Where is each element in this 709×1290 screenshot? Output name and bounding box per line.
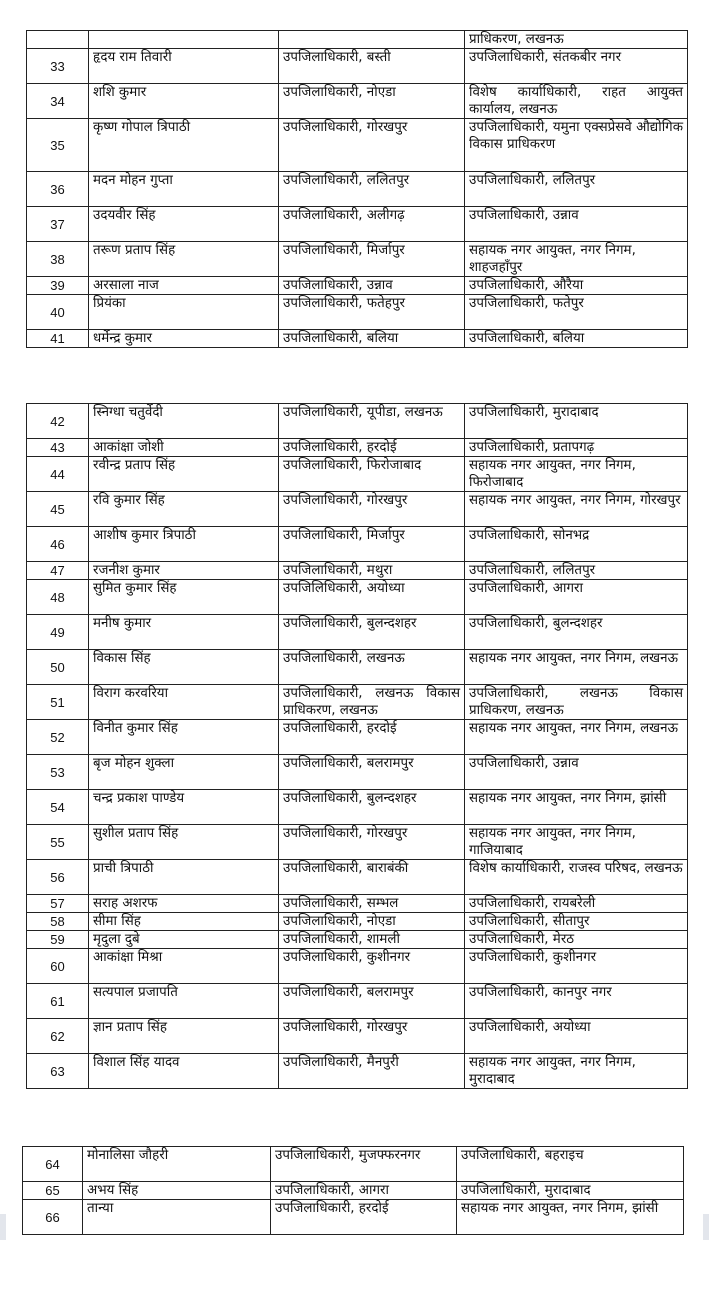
- cell-serial-number: 58: [27, 913, 89, 931]
- cell-empty: [89, 31, 279, 49]
- cell-officer-name: ज्ञान प्रताप सिंह: [89, 1019, 279, 1054]
- table-row: [27, 580, 688, 615]
- cell-new-posting: सहायक नगर आयुक्त, नगर निगम, झांसी: [465, 790, 688, 825]
- cell-officer-name: विराग करवरिया: [89, 685, 279, 720]
- table-row: [27, 984, 688, 1019]
- cell-officer-name: प्रियंका: [89, 295, 279, 330]
- cell-officer-name: आकांक्षा मिश्रा: [89, 949, 279, 984]
- table-row: [27, 1054, 688, 1089]
- cell-serial-number: 33: [27, 49, 89, 84]
- cell-new-posting: सहायक नगर आयुक्त, नगर निगम, गाजियाबाद: [465, 825, 688, 860]
- cell-current-posting: उपजिलाधिकारी, बलरामपुर: [279, 984, 465, 1019]
- cell-empty: [279, 31, 465, 49]
- cell-new-posting: उपजिलाधिकारी, उन्नाव: [465, 207, 688, 242]
- cell-current-posting: उपजिलाधिकारी, फतेहपुर: [279, 295, 465, 330]
- cell-current-posting: उपजिलाधिकारी, सम्भल: [279, 895, 465, 913]
- cell-new-posting: उपजिलाधिकारी, कानपुर नगर: [465, 984, 688, 1019]
- cell-new-posting: सहायक नगर आयुक्त, नगर निगम, झांसी: [457, 1200, 684, 1235]
- table-body: [27, 404, 688, 1089]
- cell-new-posting: सहायक नगर आयुक्त, नगर निगम, फिरोजाबाद: [465, 457, 688, 492]
- cell-current-posting: उपजिलाधिकारी, फिरोजाबाद: [279, 457, 465, 492]
- cell-serial-number: 36: [27, 172, 89, 207]
- cell-officer-name: सराह अशरफ: [89, 895, 279, 913]
- table-row: [27, 790, 688, 825]
- cell-new-posting: उपजिलाधिकारी, प्रतापगढ़: [465, 439, 688, 457]
- cell-new-posting: उपजिलाधिकारी, मुरादाबाद: [465, 404, 688, 439]
- cell-empty: [27, 31, 89, 49]
- table-row: [27, 860, 688, 895]
- cell-new-posting: प्राधिकरण, लखनऊ: [465, 31, 688, 49]
- table-row: [23, 1147, 684, 1182]
- page-edge-right: [703, 1214, 709, 1240]
- table-row: [27, 207, 688, 242]
- cell-officer-name: आकांक्षा जोशी: [89, 439, 279, 457]
- table-row: [27, 949, 688, 984]
- table-row: [27, 650, 688, 685]
- cell-new-posting: विशेष कार्याधिकारी, राजस्व परिषद, लखनऊ: [465, 860, 688, 895]
- cell-serial-number: 44: [27, 457, 89, 492]
- cell-serial-number: 34: [27, 84, 89, 119]
- table-row: [27, 439, 688, 457]
- cell-officer-name: अरसाला नाज: [89, 277, 279, 295]
- cell-officer-name: कृष्ण गोपाल त्रिपाठी: [89, 119, 279, 172]
- cell-officer-name: सुमित कुमार सिंह: [89, 580, 279, 615]
- cell-current-posting: उपजिलाधिकारी, लखनऊ विकास प्राधिकरण, लखनऊ: [279, 685, 465, 720]
- cell-officer-name: आशीष कुमार त्रिपाठी: [89, 527, 279, 562]
- cell-officer-name: सीमा सिंह: [89, 913, 279, 931]
- cell-officer-name: सुशील प्रताप सिंह: [89, 825, 279, 860]
- cell-new-posting: उपजिलाधिकारी, सीतापुर: [465, 913, 688, 931]
- cell-serial-number: 43: [27, 439, 89, 457]
- table-row: [27, 295, 688, 330]
- cell-serial-number: 46: [27, 527, 89, 562]
- cell-current-posting: उपजिलाधिकारी, नोएडा: [279, 84, 465, 119]
- cell-new-posting: उपजिलाधिकारी, ललितपुर: [465, 562, 688, 580]
- cell-serial-number: 45: [27, 492, 89, 527]
- cell-new-posting: सहायक नगर आयुक्त, नगर निगम, लखनऊ: [465, 720, 688, 755]
- cell-officer-name: मोनालिसा जौहरी: [83, 1147, 271, 1182]
- table-row: [27, 615, 688, 650]
- cell-serial-number: 65: [23, 1182, 83, 1200]
- table-row: [27, 825, 688, 860]
- cell-current-posting: उपजिलाधिकारी, गोरखपुर: [279, 1019, 465, 1054]
- cell-current-posting: उपजिलाधिकारी, हरदोई: [279, 439, 465, 457]
- cell-current-posting: उपजिलाधिकारी, बस्ती: [279, 49, 465, 84]
- cell-officer-name: अभय सिंह: [83, 1182, 271, 1200]
- cell-current-posting: उपजिलाधिकारी, हरदोई: [271, 1200, 457, 1235]
- cell-serial-number: 60: [27, 949, 89, 984]
- cell-current-posting: उपजिलाधिकारी, बाराबंकी: [279, 860, 465, 895]
- cell-serial-number: 35: [27, 119, 89, 172]
- cell-current-posting: उपजिलाधिकारी, मुजफ्फरनगर: [271, 1147, 457, 1182]
- cell-officer-name: रजनीश कुमार: [89, 562, 279, 580]
- cell-current-posting: उपजिलाधिकारी, लखनऊ: [279, 650, 465, 685]
- cell-new-posting: उपजिलाधिकारी, मुरादाबाद: [457, 1182, 684, 1200]
- table-row: [27, 492, 688, 527]
- table-row: [27, 685, 688, 720]
- transfer-table-part-3: [22, 1146, 684, 1235]
- table-row: [23, 1200, 684, 1235]
- cell-serial-number: 40: [27, 295, 89, 330]
- cell-officer-name: उदयवीर सिंह: [89, 207, 279, 242]
- cell-serial-number: 42: [27, 404, 89, 439]
- transfer-table-part-1: [26, 30, 688, 348]
- cell-current-posting: उपजिलाधिकारी, नोएडा: [279, 913, 465, 931]
- transfer-table-part-2: [26, 403, 688, 1089]
- cell-current-posting: उपजिलाधिकारी, बुलन्दशहर: [279, 790, 465, 825]
- cell-officer-name: विकास सिंह: [89, 650, 279, 685]
- cell-serial-number: 38: [27, 242, 89, 277]
- cell-officer-name: धर्मेन्द्र कुमार: [89, 330, 279, 348]
- table-row: [23, 1182, 684, 1200]
- cell-serial-number: 39: [27, 277, 89, 295]
- table-row: [27, 913, 688, 931]
- cell-serial-number: 37: [27, 207, 89, 242]
- cell-new-posting: उपजिलाधिकारी, उन्नाव: [465, 755, 688, 790]
- cell-new-posting: उपजिलाधिकारी, बलिया: [465, 330, 688, 348]
- table-row: [27, 895, 688, 913]
- cell-new-posting: उपजिलाधिकारी, मेरठ: [465, 931, 688, 949]
- table-row: [27, 1019, 688, 1054]
- cell-officer-name: मनीष कुमार: [89, 615, 279, 650]
- cell-officer-name: विशाल सिंह यादव: [89, 1054, 279, 1089]
- cell-serial-number: 61: [27, 984, 89, 1019]
- cell-new-posting: उपजिलाधिकारी, संतकबीर नगर: [465, 49, 688, 84]
- cell-serial-number: 48: [27, 580, 89, 615]
- cell-current-posting: उपजिलाधिकारी, मथुरा: [279, 562, 465, 580]
- cell-new-posting: उपजिलाधिकारी, ललितपुर: [465, 172, 688, 207]
- cell-officer-name: बृज मोहन शुक्ला: [89, 755, 279, 790]
- page-edge-left: [0, 1214, 6, 1240]
- cell-new-posting: उपजिलाधिकारी, आगरा: [465, 580, 688, 615]
- cell-new-posting: सहायक नगर आयुक्त, नगर निगम, लखनऊ: [465, 650, 688, 685]
- cell-new-posting: उपजिलाधिकारी, फतेपुर: [465, 295, 688, 330]
- cell-officer-name: तरूण प्रताप सिंह: [89, 242, 279, 277]
- cell-serial-number: 41: [27, 330, 89, 348]
- table-row: [27, 119, 688, 172]
- cell-current-posting: उपजिलाधिकारी, शामली: [279, 931, 465, 949]
- cell-serial-number: 57: [27, 895, 89, 913]
- cell-new-posting: उपजिलाधिकारी, अयोध्या: [465, 1019, 688, 1054]
- cell-officer-name: रवीन्द्र प्रताप सिंह: [89, 457, 279, 492]
- cell-officer-name: हृदय राम तिवारी: [89, 49, 279, 84]
- cell-current-posting: उपजिलाधिकारी, बुलन्दशहर: [279, 615, 465, 650]
- cell-officer-name: सत्यपाल प्रजापति: [89, 984, 279, 1019]
- cell-current-posting: उपजिलाधिकारी, कुशीनगर: [279, 949, 465, 984]
- cell-current-posting: उपजिलाधिकारी, उन्नाव: [279, 277, 465, 295]
- cell-serial-number: 62: [27, 1019, 89, 1054]
- cell-current-posting: उपजिलाधिकारी, गोरखपुर: [279, 119, 465, 172]
- cell-serial-number: 52: [27, 720, 89, 755]
- cell-current-posting: उपजिलाधिकारी, यूपीडा, लखनऊ: [279, 404, 465, 439]
- cell-serial-number: 56: [27, 860, 89, 895]
- cell-new-posting: उपजिलाधिकारी, कुशीनगर: [465, 949, 688, 984]
- cell-officer-name: रवि कुमार सिंह: [89, 492, 279, 527]
- table-row: [27, 562, 688, 580]
- cell-current-posting: उपजिलाधिकारी, मैनपुरी: [279, 1054, 465, 1089]
- cell-serial-number: 47: [27, 562, 89, 580]
- cell-new-posting: उपजिलाधिकारी, बुलन्दशहर: [465, 615, 688, 650]
- cell-serial-number: 50: [27, 650, 89, 685]
- cell-new-posting: उपजिलाधिकारी, सोनभद्र: [465, 527, 688, 562]
- cell-serial-number: 51: [27, 685, 89, 720]
- table-row: [27, 457, 688, 492]
- cell-new-posting: उपजिलाधिकारी, बहराइच: [457, 1147, 684, 1182]
- cell-new-posting: सहायक नगर आयुक्त, नगर निगम, शाहजहाँपुर: [465, 242, 688, 277]
- table-row: [27, 277, 688, 295]
- cell-current-posting: उपजिलाधिकारी, आगरा: [271, 1182, 457, 1200]
- cell-current-posting: उपजिलाधिकारी, मिर्जापुर: [279, 527, 465, 562]
- cell-new-posting: सहायक नगर आयुक्त, नगर निगम, गोरखपुर: [465, 492, 688, 527]
- cell-current-posting: उपजिलाधिकारी, अलीगढ़: [279, 207, 465, 242]
- cell-current-posting: उपजिलाधिकारी, ललितपुर: [279, 172, 465, 207]
- cell-serial-number: 53: [27, 755, 89, 790]
- cell-serial-number: 59: [27, 931, 89, 949]
- cell-current-posting: उपजिलाधिकारी, गोरखपुर: [279, 492, 465, 527]
- cell-serial-number: 66: [23, 1200, 83, 1235]
- cell-current-posting: उपजिलाधिकारी, बलिया: [279, 330, 465, 348]
- table-row: [27, 527, 688, 562]
- cell-serial-number: 49: [27, 615, 89, 650]
- cell-new-posting: उपजिलाधिकारी, औरैया: [465, 277, 688, 295]
- table-row: [27, 172, 688, 207]
- cell-officer-name: मृदुला दुबे: [89, 931, 279, 949]
- table-row: [27, 404, 688, 439]
- cell-officer-name: प्राची त्रिपाठी: [89, 860, 279, 895]
- cell-officer-name: स्निग्धा चतुर्वेदी: [89, 404, 279, 439]
- table-row: [27, 84, 688, 119]
- cell-new-posting: उपजिलाधिकारी, लखनऊ विकास प्राधिकरण, लखनऊ: [465, 685, 688, 720]
- cell-officer-name: चन्द्र प्रकाश पाण्डेय: [89, 790, 279, 825]
- cell-current-posting: उपजिलाधिकारी, बलरामपुर: [279, 755, 465, 790]
- cell-current-posting: उपजिलाधिकारी, मिर्जापुर: [279, 242, 465, 277]
- table-row-continued: [27, 31, 688, 49]
- table-body: [23, 1147, 684, 1235]
- cell-current-posting: उपजिलिधिकारी, अयोध्या: [279, 580, 465, 615]
- cell-current-posting: उपजिलाधिकारी, गोरखपुर: [279, 825, 465, 860]
- cell-new-posting: उपजिलाधिकारी, रायबरेली: [465, 895, 688, 913]
- cell-current-posting: उपजिलाधिकारी, हरदोई: [279, 720, 465, 755]
- table-row: [27, 242, 688, 277]
- table-row: [27, 931, 688, 949]
- table-row: [27, 720, 688, 755]
- cell-officer-name: शशि कुमार: [89, 84, 279, 119]
- cell-new-posting: सहायक नगर आयुक्त, नगर निगम, मुरादाबाद: [465, 1054, 688, 1089]
- cell-serial-number: 54: [27, 790, 89, 825]
- cell-new-posting: उपजिलाधिकारी, यमुना एक्सप्रेसवे औद्योगिक विकास प्राधिकरण: [465, 119, 688, 172]
- cell-officer-name: तान्या: [83, 1200, 271, 1235]
- table-body: [27, 31, 688, 348]
- cell-officer-name: विनीत कुमार सिंह: [89, 720, 279, 755]
- table-row: [27, 330, 688, 348]
- table-row: [27, 49, 688, 84]
- cell-officer-name: मदन मोहन गुप्ता: [89, 172, 279, 207]
- table-row: [27, 755, 688, 790]
- cell-new-posting: विशेष कार्याधिकारी, राहत आयुक्त कार्यालय, लखनऊ: [465, 84, 688, 119]
- cell-serial-number: 63: [27, 1054, 89, 1089]
- cell-serial-number: 55: [27, 825, 89, 860]
- cell-serial-number: 64: [23, 1147, 83, 1182]
